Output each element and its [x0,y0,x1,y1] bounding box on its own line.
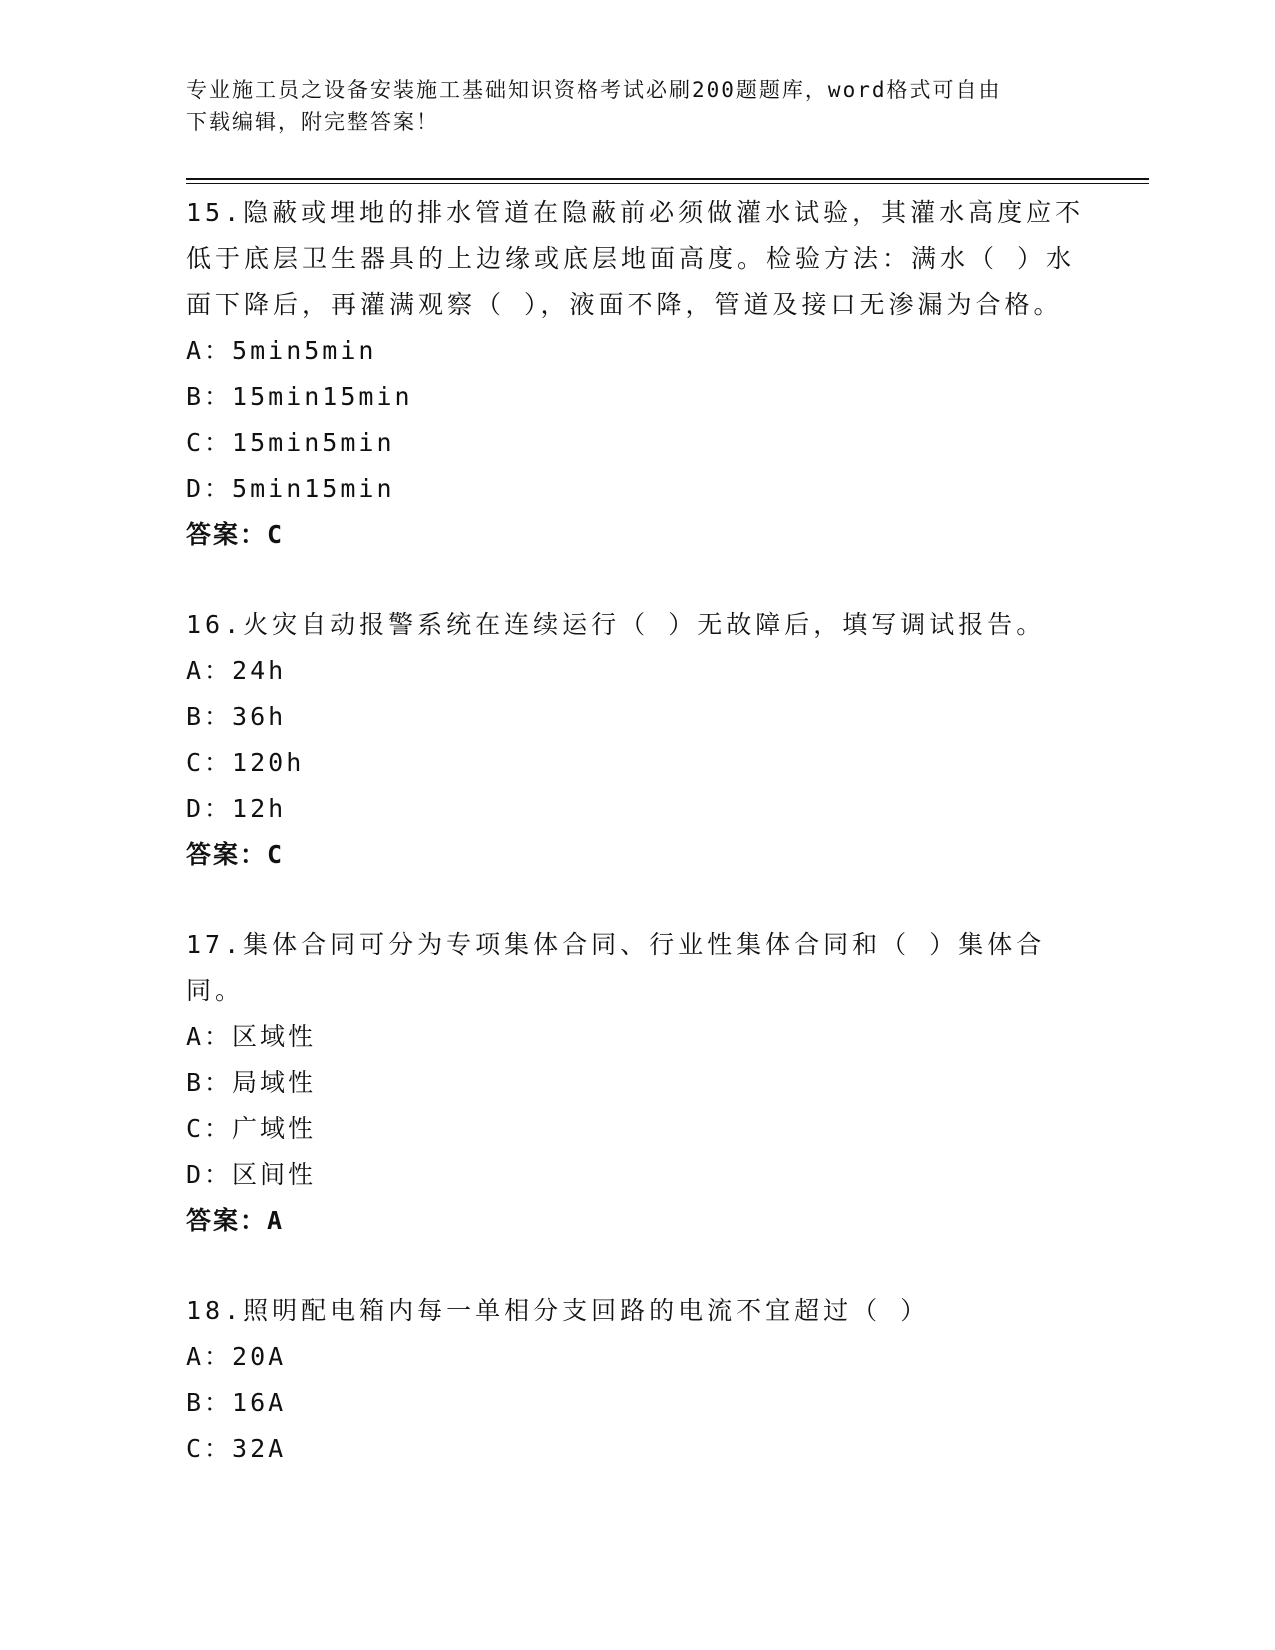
option-c: C：15min5min [186,428,395,457]
option-c: C：120h [186,748,305,777]
option-d: D：12h [186,794,287,823]
header-divider-thick [186,178,1149,180]
option-a: A：20A [186,1342,287,1371]
question-18 [186,1288,1086,1472]
question-17 [186,922,1086,1244]
question-stem: 15.隐蔽或埋地的排水管道在隐蔽前必须做灌水试验，其灌水高度应不低于底层卫生器具的上边缘或底层地面高度。检验方法：满水（ ）水面下降后，再灌满观察（ ），液面不降，管道及接口无渗漏为合格。 [186,198,1085,319]
option-a: A：区域性 [186,1022,317,1051]
option-c: C：32A [186,1434,287,1463]
question-16 [186,602,1086,878]
option-c: C：广域性 [186,1114,317,1143]
header-divider-thin [186,183,1149,184]
document-header [186,74,1066,138]
option-a: A：5min5min [186,336,377,365]
question-stem: 16.火灾自动报警系统在连续运行（ ）无故障后，填写调试报告。 [186,610,1046,639]
option-b: B：36h [186,702,287,731]
answer-label: 答案：A [186,1206,285,1235]
option-b: B：15min15min [186,382,413,411]
answer-label: 答案：C [186,840,285,869]
question-15 [186,190,1086,558]
option-a: A：24h [186,656,287,685]
answer-label: 答案：C [186,520,285,549]
option-b: B：16A [186,1388,287,1417]
header-line-1: 专业施工员之设备安装施工基础知识资格考试必刷200题题库，word格式可自由 [186,78,1002,102]
question-list [186,190,1086,1472]
header-line-2: 下载编辑，附完整答案！ [186,110,439,134]
question-stem: 17.集体合同可分为专项集体合同、行业性集体合同和（ ）集体合同。 [186,930,1046,1005]
question-stem: 18.照明配电箱内每一单相分支回路的电流不宜超过（ ） [186,1296,930,1325]
option-d: D：5min15min [186,474,395,503]
option-b: B：局域性 [186,1068,317,1097]
option-d: D：区间性 [186,1160,317,1189]
